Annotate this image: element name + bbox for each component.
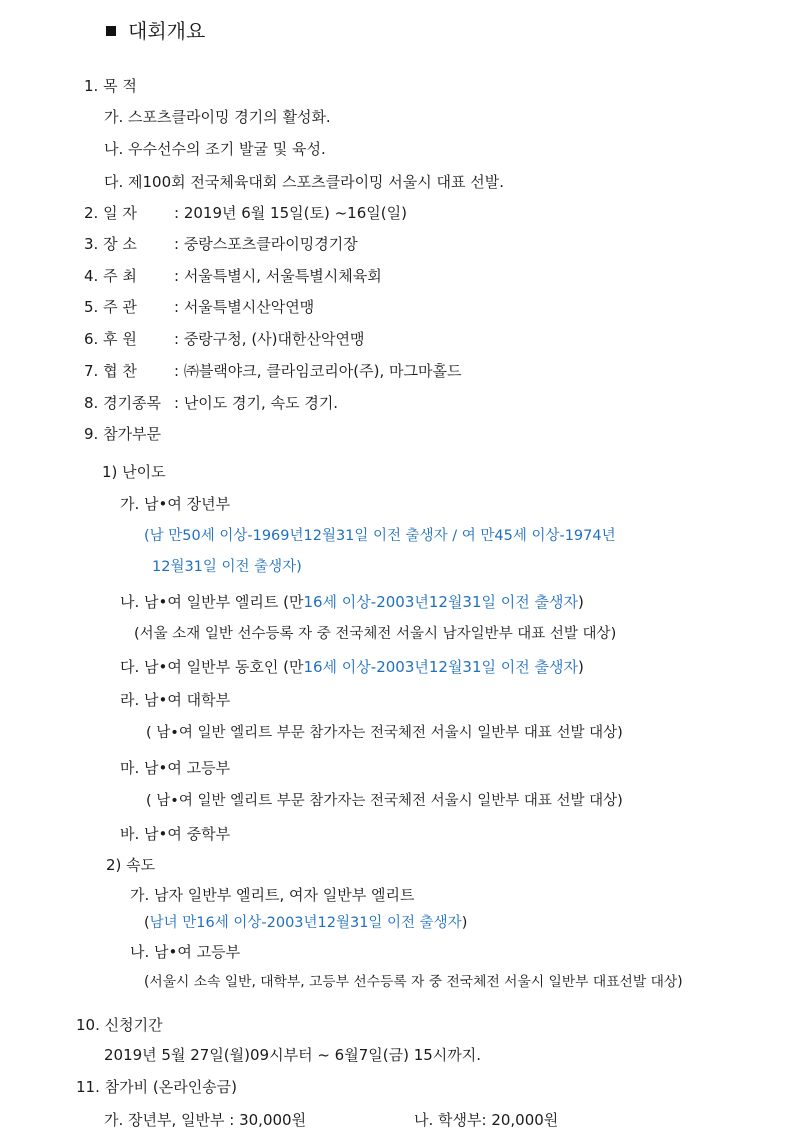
info-value: : 서울특별시산악연맹 (174, 298, 315, 316)
division-label: 다. 남•여 일반부 동호인 (만 (120, 658, 304, 676)
info-value: : 난이도 경기, 속도 경기. (174, 394, 339, 412)
info-value: : 2019년 6월 15일(토) ~16일(일) (174, 204, 407, 222)
purpose-label: 1. 목 적 (84, 77, 137, 95)
purpose-item: 나. 우수선수의 조기 발굴 및 육성. (104, 140, 326, 158)
division-note: ( 남•여 일반 엘리트 부문 참가자는 전국체전 서울시 일반부 대표 선발 대상) (146, 725, 623, 741)
info-label: 2. 일 자 (84, 204, 137, 222)
info-value: : 서울특별시, 서울특별시체육회 (174, 267, 382, 285)
note-close: ) (461, 915, 468, 931)
division-age-range: 16세 이상-2003년12월31일 이전 출생자 (303, 658, 578, 676)
lead-label: 1) 난이도 (102, 463, 166, 481)
application-label: 10. 신청기간 (76, 1016, 163, 1034)
divisions-label: 9. 참가부문 (84, 425, 162, 443)
info-label: 8. 경기종목 (84, 394, 162, 412)
purpose-item: 가. 스포츠클라이밍 경기의 활성화. (104, 108, 331, 126)
division-note: (서울시 소속 일반, 대학부, 고등부 선수등록 자 중 전국체전 서울시 일반부 대표선발 대상) (144, 974, 683, 990)
info-label: 6. 후 원 (84, 330, 137, 348)
division-item (120, 657, 584, 677)
black-square-icon (106, 26, 116, 36)
info-row (84, 297, 314, 317)
division-item: 가. 남자 일반부 엘리트, 여자 일반부 엘리트 (130, 886, 415, 904)
info-row (84, 203, 407, 223)
info-label: 3. 장 소 (84, 235, 137, 253)
info-label: 5. 주 관 (84, 298, 137, 316)
division-note: ( 남•여 일반 엘리트 부문 참가자는 전국체전 서울시 일반부 대표 선발 대상) (146, 793, 623, 809)
info-value: : ㈜블랙야크, 클라임코리아(주), 마그마홀드 (174, 362, 462, 380)
division-item (120, 592, 584, 612)
fee-item: 나. 학생부: 20,000원 (414, 1111, 559, 1129)
division-age-range: 남녀 만16세 이상-2003년12월31일 이전 출생자 (149, 915, 462, 931)
info-row (84, 329, 364, 349)
info-label: 4. 주 최 (84, 267, 137, 285)
division-note (144, 913, 467, 933)
info-value: : 중랑스포츠클라이밍경기장 (174, 235, 358, 253)
division-item: 가. 남•여 장년부 (120, 495, 231, 513)
division-note: 12월31일 이전 출생자) (152, 559, 302, 575)
division-item: 라. 남•여 대학부 (120, 691, 231, 709)
info-value: : 중랑구청, (사)대한산악연맹 (174, 330, 365, 348)
division-close: ) (578, 658, 584, 676)
application-value: 2019년 5월 27일(월)09시부터 ~ 6월7일(금) 15시까지. (104, 1046, 482, 1064)
division-item: 바. 남•여 중학부 (120, 825, 231, 843)
note-open: ( (144, 915, 150, 931)
division-close: ) (578, 593, 584, 611)
speed-label: 2) 속도 (106, 856, 156, 874)
purpose-item: 다. 제100회 전국체육대회 스포츠클라이밍 서울시 대표 선발. (104, 173, 505, 191)
section-heading (106, 18, 205, 44)
info-label: 7. 협 찬 (84, 362, 137, 380)
info-row (84, 266, 382, 286)
division-note: (서울 소재 일반 선수등록 자 중 전국체전 서울시 남자일반부 대표 선발 대상) (134, 626, 617, 642)
division-age-range: 16세 이상-2003년12월31일 이전 출생자 (303, 593, 578, 611)
fee-item: 가. 장년부, 일반부 : 30,000원 (104, 1111, 307, 1129)
info-row (84, 393, 338, 413)
info-row (84, 234, 358, 254)
division-label: 나. 남•여 일반부 엘리트 (만 (120, 593, 304, 611)
division-item: 마. 남•여 고등부 (120, 759, 231, 777)
info-row (84, 361, 461, 381)
division-note: (남 만50세 이상-1969년12월31일 이전 출생자 / 여 만45세 이상-1974년 (144, 528, 616, 544)
fee-label: 11. 참가비 (온라인송금) (76, 1078, 238, 1096)
section-title: 대회개요 (128, 19, 206, 43)
division-item: 나. 남•여 고등부 (130, 943, 241, 961)
